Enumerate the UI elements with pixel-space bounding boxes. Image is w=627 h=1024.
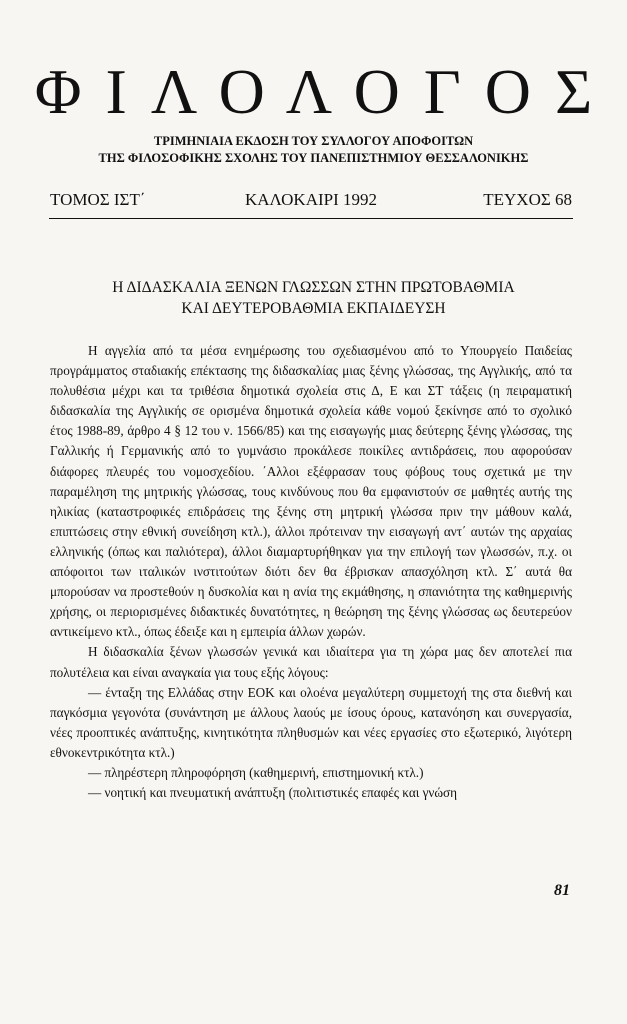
- article-body: [50, 341, 572, 803]
- journal-title: ΦΙΛΟΛΟΓΟΣ: [34, 56, 617, 127]
- issue-info: [50, 190, 572, 212]
- paragraph: Η αγγελία από τα μέσα ενημέρωσης του σχεδιασμένου από το Υπουργείο Παιδείας προγράμματος σταδιακής επέκτασης της διδασκαλίας μιας ξένης γλώσσας, της Αγγλικής, από τα πολυθέσια μέχρι και τα τριθέσια δημοτικά σχολεία στις Δ, Ε και ΣΤ τάξεις (η πειραματική διδασκαλία της Αγγλικής σε ορισμένα δημοτικά σχολεία κάθε νομού ξεκίνησε από το σχολικό έτος 1988-89, άρθρο 4 § 12 του ν. 1566/85) και της εισαγωγής μιας δεύτερης ξένης γλώσσας, της Γαλλικής ή Γερμανικής από το γυμνάσιο προκάλεσε ποικίλες αντιδράσεις, που αφορούσαν διάφορες πλευρές του νομοσχεδίου. ΄Αλλοι εξέφρασαν τους φόβους τους σχετικά με την παραμέληση της μητρικής γλώσσας, τους κινδύνους που θα εμφανιστούν σε μαθητές αυτής της ηλικίας (καταστροφικές επιδράσεις της ξένης στη μητρική γλώσσα πριν την μάθουν καλά, επιπτώσεις στην εθνική συνείδηση κτλ.), άλλοι πρότειναν την εισαγωγή αντ΄ αυτών της αρχαίας ελληνικής (όπως και παλιότερα), άλλοι διαμαρτυρήθηκαν για την επιλογή των γλωσσών, π.χ. οι απόφοιτοι των ιταλικών ινστιτούτων διότι δεν θα έβρισκαν απασχόληση κτλ. Σ΄ αυτά θα μπορούσαν να προστεθούν η δυσκολία και η ανία της εκμάθησης, η σπανιότητα της καθημερινής χρήσης, οι περιορισμένες διδακτικές δυνατότητες, η θεώρηση της ξένης γλώσσας ως δευτερεύον αντικείμενο κτλ., όπως έδειξε και η εμπειρία άλλων χωρών.: [50, 343, 572, 640]
- journal-subtitle: [0, 133, 627, 167]
- article-title-line-1: Η ΔΙΔΑΣΚΑΛΙΑ ΞΕΝΩΝ ΓΛΩΣΣΩΝ ΣΤΗΝ ΠΡΩΤΟΒΑΘΜΙΑ: [112, 279, 515, 296]
- list-item: — ένταξη της Ελλάδας στην ΕΟΚ και ολοένα μεγαλύτερη συμμετοχή της στα διεθνή και παγκόσμια γεγονότα (συνάντηση με άλλους λαούς με ίσους όρους, κατανόηση και συνεργασία, νέες προοπτικές ανάπτυξης, κινητικότητα πληθυσμών και νέες εργασίες στο εξωτερικό, λιγότερη εθνοκεντρικότητα κτλ.): [50, 684, 572, 760]
- list-item: — πληρέστερη πληροφόρηση (καθημερινή, επιστημονική κτλ.): [88, 764, 424, 780]
- subtitle-line-2: ΤΗΣ ΦΙΛΟΣΟΦΙΚΗΣ ΣΧΟΛΗΣ ΤΟΥ ΠΑΝΕΠΙΣΤΗΜΙΟΥ ΘΕΣΣΑΛΟΝΙΚΗΣ: [98, 151, 529, 165]
- page-number: 81: [554, 882, 570, 899]
- header-rule: [49, 218, 573, 219]
- issue-season: ΚΑΛΟΚΑΙΡΙ 1992: [244, 190, 378, 209]
- article-title-line-2: ΚΑΙ ΔΕΥΤΕΡΟΒΑΘΜΙΑ ΕΚΠΑΙΔΕΥΣΗ: [181, 300, 446, 317]
- article-title: [0, 277, 627, 319]
- subtitle-line-1: ΤΡΙΜΗΝΙΑΙΑ ΕΚΔΟΣΗ ΤΟΥ ΣΥΛΛΟΓΟΥ ΑΠΟΦΟΙΤΩΝ: [153, 134, 474, 148]
- paragraph: Η διδασκαλία ξένων γλωσσών γενικά και ιδιαίτερα για τη χώρα μας δεν αποτελεί πια πολυτέλεια και είναι αναγκαία για τους εξής λόγους:: [50, 644, 572, 680]
- issue-volume: ΤΟΜΟΣ ΙΣΤ΄: [50, 190, 146, 209]
- issue-number: ΤΕΥΧΟΣ 68: [483, 190, 572, 209]
- list-item: — νοητική και πνευματική ανάπτυξη (πολιτιστικές επαφές και γνώση: [88, 785, 458, 801]
